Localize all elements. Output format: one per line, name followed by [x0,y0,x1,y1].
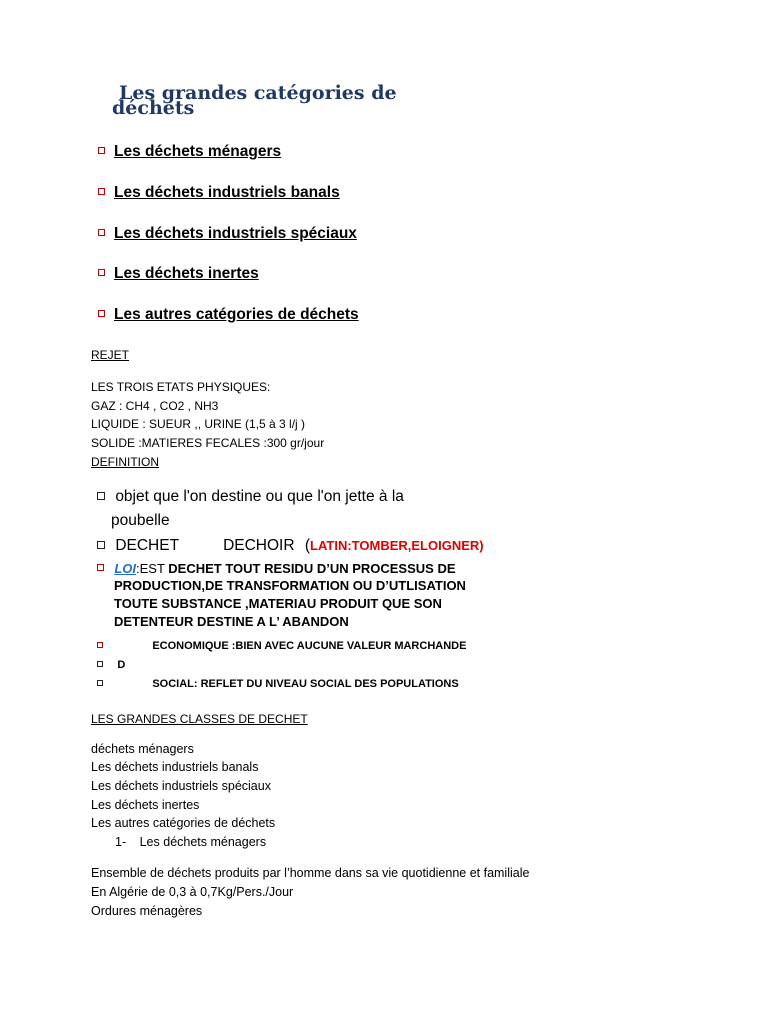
liquide-line: LIQUIDE : SUEUR ,, URINE (1,5 à 3 l/j ) [91,417,306,431]
definition-heading: DEFINITION [91,455,159,469]
category-label: Les déchets industriels banals [114,184,340,201]
square-bullet-icon [97,541,105,549]
gaz-line: GAZ : CH4 , CO2 , NH3 [91,399,219,413]
list-item [98,306,359,324]
square-bullet-icon [97,680,103,686]
category-label: Les déchets industriels spéciaux [114,225,357,242]
dechoir-word: DECHOIR [223,537,295,554]
list-item: déchets ménagers [91,742,194,756]
list-item [98,265,259,283]
page-title-line-2: déchets [112,97,195,119]
list-item [98,225,357,243]
list-item [98,143,281,161]
social-item [97,674,459,692]
classes-heading: LES GRANDES CLASSES DE DECHET [91,712,308,726]
social-text: SOCIAL: REFLET DU NIVEAU SOCIAL DES POPULATIONS [152,678,459,690]
loi-text-2: PRODUCTION,DE TRANSFORMATION OU D’UTLISATION [114,578,466,593]
list-item: Les autres catégories de déchets [91,816,276,830]
square-bullet-icon [98,229,105,236]
solide-line: SOLIDE :MATIERES FECALES :300 gr/jour [91,436,325,450]
item-number: 1- [115,835,127,849]
category-label: Les autres catégories de déchets [114,306,359,323]
economique-text: ECONOMIQUE :BIEN AVEC AUCUNE VALEUR MARCHANDE [152,640,467,652]
menagers-line-1: Ensemble de déchets produits par l’homme dans sa vie quotidienne et familiale [91,866,530,880]
economique-item [97,636,466,654]
d-text: D [117,659,126,671]
list-item: Les déchets industriels spéciaux [91,779,271,793]
square-bullet-icon [97,564,104,571]
paren-open: ( [304,537,311,554]
list-item [98,184,340,202]
definition-text: objet que l'on destine ou que l'on jette à la [115,488,404,505]
list-item: Les déchets industriels banals [91,760,259,774]
item-text: Les déchets ménagers [139,835,267,849]
loi-text-1: DECHET TOUT RESIDU D’UN PROCESSUS DE [168,561,456,576]
square-bullet-icon [97,661,103,667]
rejet-heading: REJET [91,348,130,362]
list-item: Les déchets inertes [91,798,200,812]
square-bullet-icon [97,642,103,648]
category-label: Les déchets ménagers [114,143,282,160]
category-label: Les déchets inertes [114,265,259,282]
page-title [112,82,572,119]
numbered-item [115,835,266,849]
definition-item-2 [97,537,484,555]
page-title-line-1: Les grandes catégories de [119,82,397,104]
square-bullet-icon [97,492,105,500]
states-heading: LES TROIS ETATS PHYSIQUES: [91,380,271,394]
dechet-word: DECHET [115,537,179,554]
loi-text-4: DETENTEUR DESTINE A L’ ABANDON [114,614,349,629]
menagers-line-3: Ordures ménagères [91,904,203,918]
loi-text-est: :EST [135,561,169,576]
d-item [97,655,125,673]
menagers-line-2: En Algérie de 0,3 à 0,7Kg/Pers./Jour [91,885,294,899]
loi-label: LOI [114,561,136,576]
definition-text-cont: poubelle [111,512,170,529]
latin-text: LATIN:TOMBER,ELOIGNER) [310,538,484,553]
square-bullet-icon [98,147,105,154]
loi-item [97,560,456,578]
square-bullet-icon [98,188,105,195]
square-bullet-icon [98,269,105,276]
square-bullet-icon [98,310,105,317]
loi-text-3: TOUTE SUBSTANCE ,MATERIAU PRODUIT QUE SON [114,596,442,611]
definition-item-1 [97,488,404,506]
